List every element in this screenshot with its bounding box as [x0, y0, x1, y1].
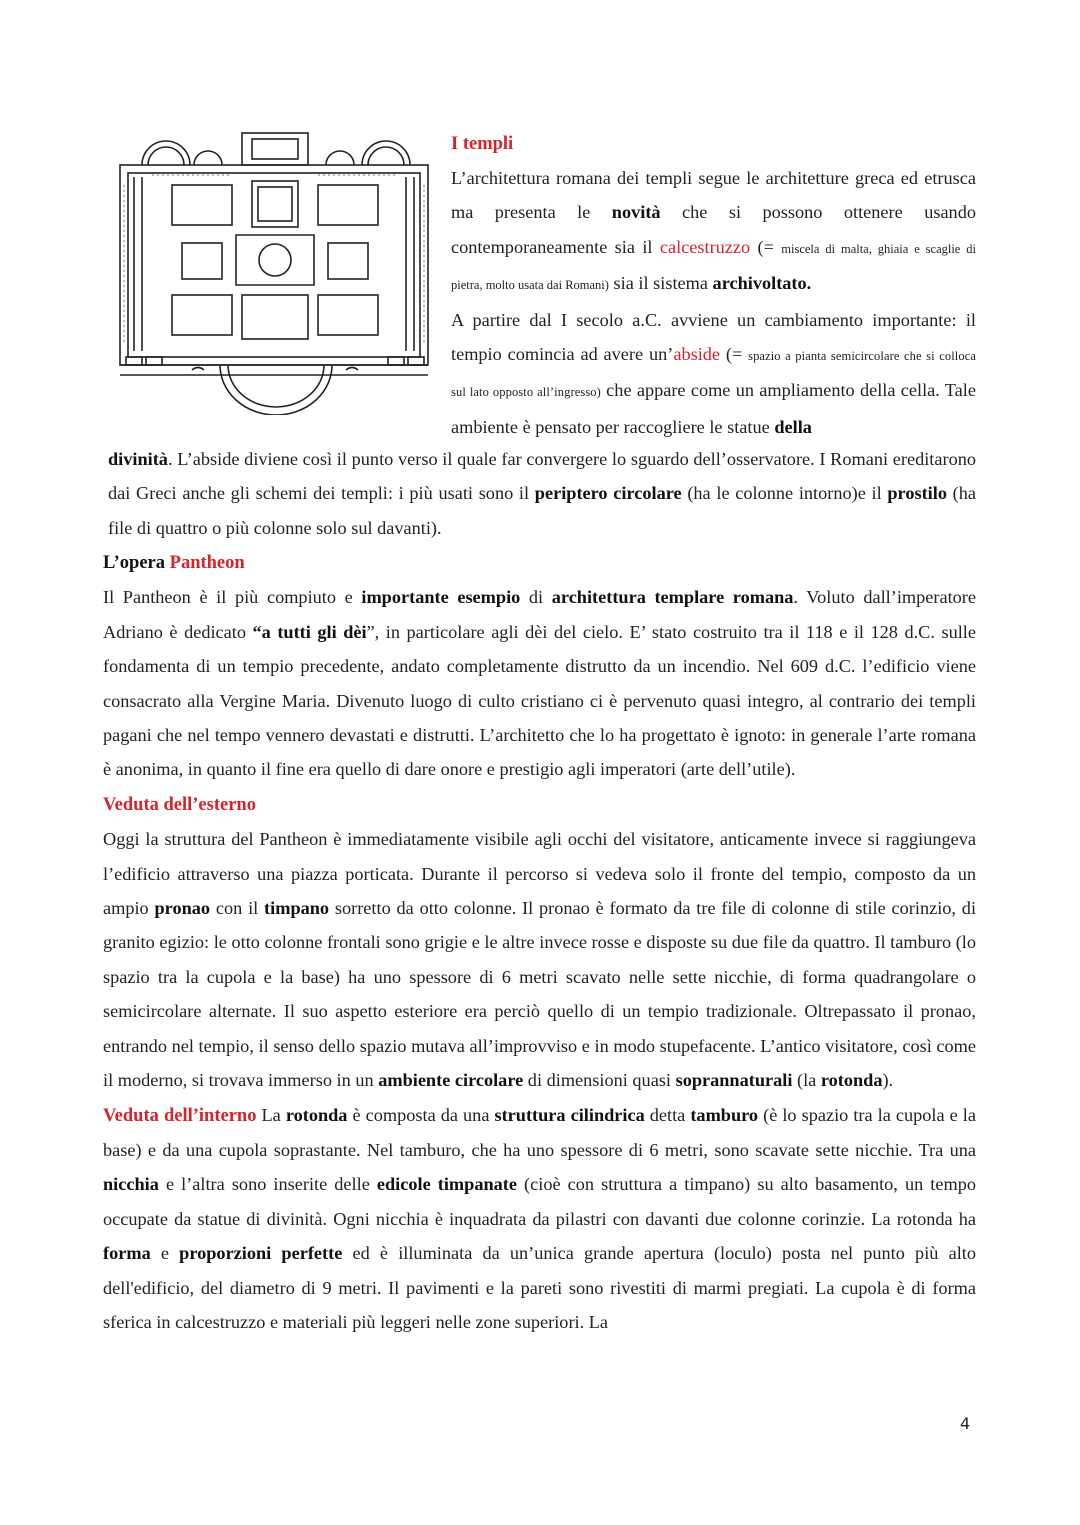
templi-paragraph-1: L’architettura romana dei templi segue le architetture greca ed etrusca ma presenta le novità che si possono ottenere usando contemporaneamente sia il calcestruzzo (= miscela di malta, ghiaia e scaglie di pietra, molto usata dai Romani) sia il sistema archivoltato.	[451, 168, 976, 294]
templi-paragraph-3: divinità. L’abside diviene così il punto verso il quale far convergere lo sguardo dell’osservatore. I Romani ereditarono dai Greci anche gli schemi dei templi: i più usati sono il periptero circolare (ha le colonne intorno)e il prostilo (ha file di quattro o più colonne solo sul davanti).	[108, 449, 977, 538]
opera-heading: L’opera Pantheon	[103, 553, 245, 573]
templi-paragraph-3-block	[108, 442, 976, 545]
templi-section-column	[451, 126, 976, 444]
opera-section	[103, 545, 976, 1339]
page-number: 4	[960, 1414, 971, 1433]
temple-floor-plan-image	[112, 125, 438, 415]
opera-paragraph: Il Pantheon è il più compiuto e importante esempio di architettura templare romana. Voluto dall’imperatore Adriano è dedicato “a tutti gli dèi”, in particolare agli dèi del cielo. E’ stato costruito tra il 118 e il 128 d.C. sulle fondamenta di un tempio precedente, andato completamente distrutto da un incendio. Nel 609 d.C. l’edificio viene consacrato alla Vergine Maria. Divenuto luogo di culto cristiano ci è pervenuto quasi integro, al contrario dei templi pagani che nel tempo vennero devastati e distrutti. L’architetto che lo ha progettato è ignoto: in generale l’arte romana è anonima, in quanto il fine era quello di dare onore e prestigio agli imperatori (arte dell’utile).	[103, 587, 977, 780]
templi-heading: I templi	[451, 134, 514, 154]
esterno-heading: Veduta dell’esterno	[103, 794, 256, 815]
templi-paragraph-2: A partire dal I secolo a.C. avviene un cambiamento importante: il tempio comincia ad avere un’abside (= spazio a pianta semicircolare che si colloca sul lato opposto all’ingresso) che appare come un ampliamento della cella. Tale ambiente è pensato per raccogliere le statue della	[451, 309, 976, 437]
interno-paragraph: Veduta dell’interno La rotonda è composta da una struttura cilindrica detta tamburo (è lo spazio tra la cupola e la base) e da una cupola soprastante. Nel tamburo, che ha uno spessore di 6 metri, sono scavate sette nicchie. Tra una nicchia e l’altra sono inserite delle edicole timpanate (cioè con struttura a timpano) su alto basamento, un tempo occupate da statue di divinità. Ogni nicchia è inquadrata da pilastri con davanti due colonne corinzie. La rotonda ha forma e proporzioni perfette ed è illuminata da un’unica grande apertura (loculo) posta nel punto più alto dell'edificio, del diametro di 9 metri. Il pavimenti e la pareti sono rivestiti di marmi pregiati. La cupola è di forma sferica in calcestruzzo e materiali più leggeri nelle zone superiori. La	[103, 1104, 976, 1332]
interno-heading: Veduta dell’interno	[103, 1105, 257, 1126]
esterno-paragraph: Oggi la struttura del Pantheon è immediatamente visibile agli occhi del visitatore, anticamente invece si raggiungeva l’edificio attraverso una piazza porticata. Durante il percorso si vedeva solo il fronte del tempio, composto da un ampio pronao con il timpano sorretto da otto colonne. Il pronao è formato da tre file di colonne di stile corinzio, di granito egizio: le otto colonne frontali sono grigie e le altre invece rosse e disposte su due file da quattro. Il tamburo (lo spazio tra la cupola e la base) ha uno spessore di 6 metri scavato nelle sette nicchie, di forma quadrangolare o semicircolare alternate. Il suo aspetto esteriore era perciò quello di un tempio tradizionale. Oltrepassato il pronao, entrando nel tempio, il senso dello spazio mutava all’improvviso e in modo stupefacente. L’antico visitatore, così come il moderno, si trovava immerso in un ambiente circolare di dimensioni quasi soprannaturali (la rotonda).	[103, 829, 977, 1091]
